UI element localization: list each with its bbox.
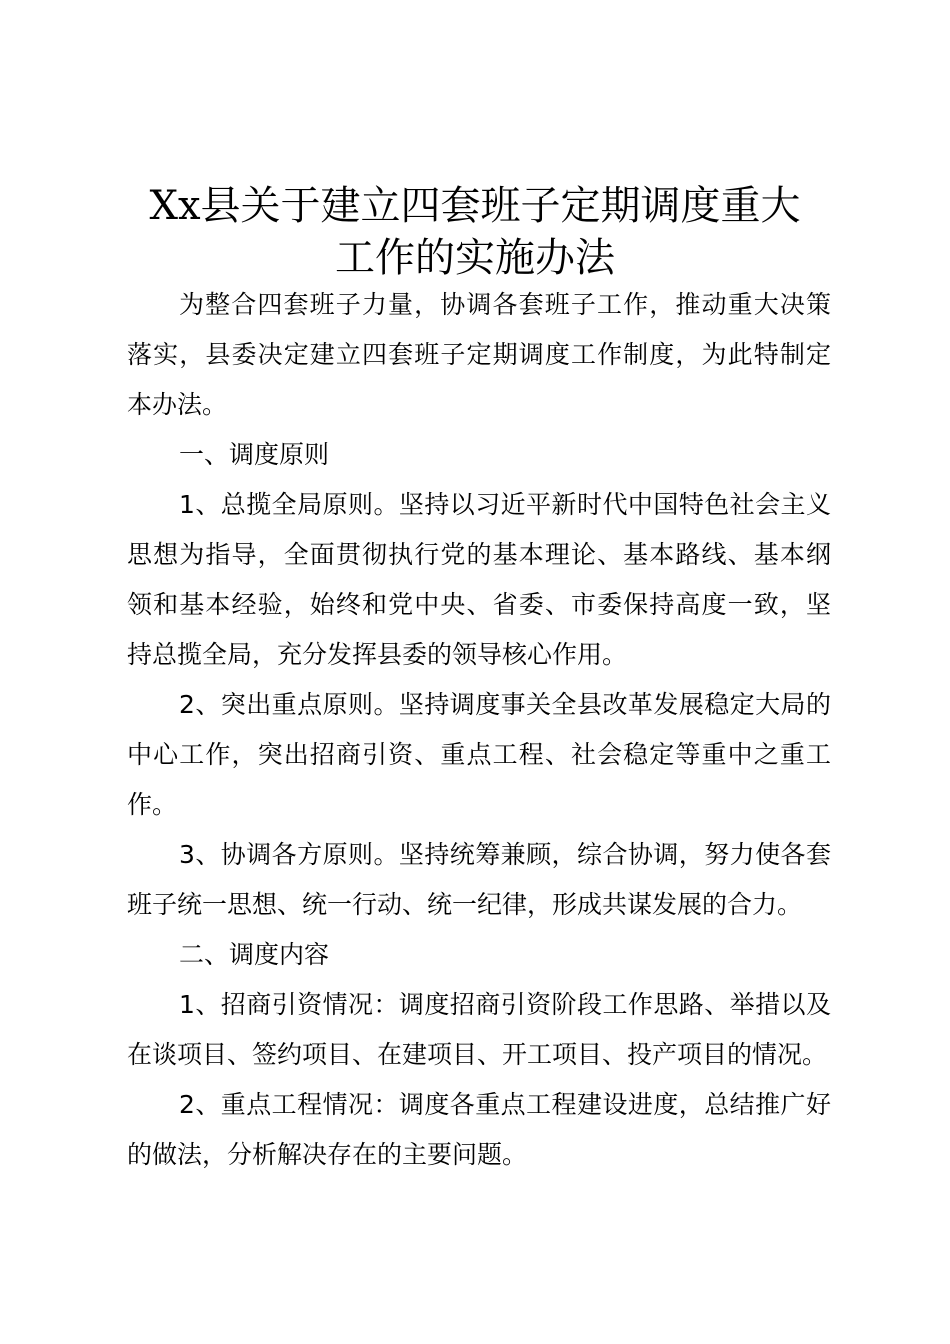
paragraph-line: 中心工作，突出招商引资、重点工程、社会稳定等重中之重工 (127, 740, 831, 769)
paragraph-line: 班子统一思想、统一行动、统一纪律，形成共谋发展的合力。 (127, 890, 803, 919)
paragraph-line: 领和基本经验，始终和党中央、省委、市委保持高度一致，坚 (127, 590, 831, 619)
paragraph (127, 430, 831, 480)
paragraph (127, 280, 831, 430)
title-line: 工作的实施办法 (335, 235, 615, 281)
document-title (0, 180, 950, 284)
paragraph-line: 3、协调各方原则。坚持统筹兼顾，综合协调，努力使各套 (179, 840, 831, 869)
paragraph-line: 持总揽全局，充分发挥县委的领导核心作用。 (127, 640, 628, 669)
paragraph-line: 落实，县委决定建立四套班子定期调度工作制度，为此特制定 (127, 340, 831, 369)
paragraph-line: 本办法。 (127, 390, 228, 419)
paragraph-line: 思想为指导，全面贯彻执行党的基本理论、基本路线、基本纲 (127, 540, 831, 569)
paragraph-line: 二、调度内容 (179, 940, 330, 969)
paragraph-line: 1、招商引资情况：调度招商引资阶段工作思路、举措以及 (179, 990, 831, 1019)
paragraph-line: 的做法，分析解决存在的主要问题。 (127, 1140, 528, 1169)
title-line: Xx县关于建立四套班子定期调度重大 (149, 183, 801, 229)
paragraph (127, 830, 831, 930)
paragraph (127, 680, 831, 830)
paragraph-line: 1、总揽全局原则。坚持以习近平新时代中国特色社会主义 (179, 490, 831, 519)
paragraph-line: 作。 (127, 790, 178, 819)
paragraph-line: 为整合四套班子力量，协调各套班子工作，推动重大决策 (179, 290, 831, 319)
paragraph (127, 1080, 831, 1180)
paragraph-line: 2、突出重点原则。坚持调度事关全县改革发展稳定大局的 (179, 690, 831, 719)
document-body (127, 280, 831, 1180)
paragraph (127, 480, 831, 680)
paragraph (127, 980, 831, 1080)
paragraph (127, 930, 831, 980)
paragraph-line: 2、重点工程情况：调度各重点工程建设进度，总结推广好 (179, 1090, 831, 1119)
paragraph-line: 在谈项目、签约项目、在建项目、开工项目、投产项目的情况。 (127, 1040, 828, 1069)
paragraph-line: 一、调度原则 (179, 440, 330, 469)
